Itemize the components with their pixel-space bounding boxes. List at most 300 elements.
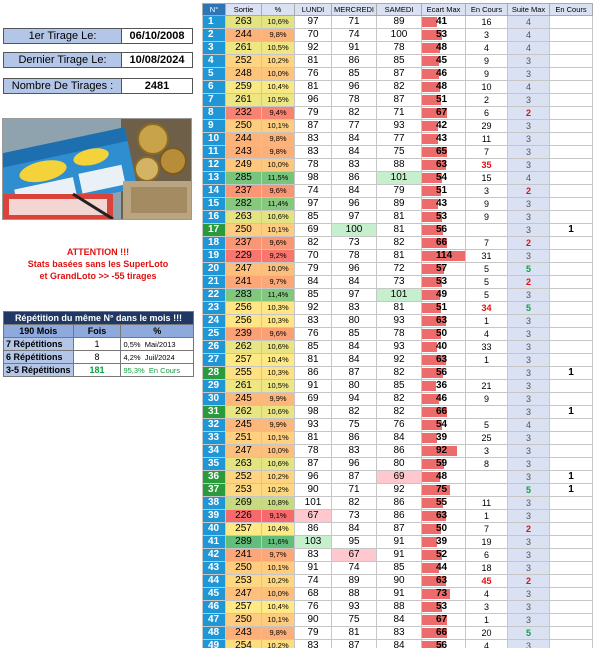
en-cours-cell: 1 (466, 315, 508, 328)
ecart-value: 51 (436, 185, 448, 196)
number-cell: 25 (203, 328, 226, 341)
lundi-cell: 83 (295, 549, 332, 562)
suite-max-cell: 5 (508, 627, 550, 640)
lundi-cell: 81 (295, 81, 332, 94)
en-cours-cell: 11 (466, 497, 508, 510)
lundi-cell: 86 (295, 367, 332, 380)
samedi-cell: 82 (377, 81, 422, 94)
draw-count-value: 2481 (122, 79, 192, 93)
samedi-cell: 87 (377, 523, 422, 536)
mercredi-cell: 73 (332, 510, 377, 523)
sortie-cell: 241 (226, 276, 262, 289)
lundi-cell: 92 (295, 302, 332, 315)
number-row (203, 627, 593, 640)
pct-cell: 9,9% (262, 393, 295, 406)
ecart-max-cell (422, 432, 466, 445)
mercredi-cell: 78 (332, 250, 377, 263)
en-cours-2-cell (550, 263, 593, 276)
lundi-cell: 90 (295, 614, 332, 627)
loto-tickets-image (3, 119, 192, 220)
number-cell: 11 (203, 146, 226, 159)
number-cell: 2 (203, 29, 226, 42)
number-cell: 43 (203, 562, 226, 575)
number-cell: 47 (203, 614, 226, 627)
number-row (203, 380, 593, 393)
ecart-value: 46 (436, 393, 448, 404)
number-cell: 34 (203, 445, 226, 458)
lundi-cell: 83 (295, 133, 332, 146)
ecart-value: 56 (436, 640, 448, 648)
mercredi-cell: 97 (332, 211, 377, 224)
en-cours-cell: 7 (466, 237, 508, 250)
number-row (203, 94, 593, 107)
sortie-cell: 255 (226, 367, 262, 380)
samedi-cell: 81 (377, 211, 422, 224)
suite-max-cell: 3 (508, 614, 550, 627)
suite-max-cell: 3 (508, 68, 550, 81)
draw-count-label: Nombre De Tirages : (4, 79, 122, 93)
pct-cell: 10,0% (262, 263, 295, 276)
suite-max-cell: 2 (508, 575, 550, 588)
en-cours-cell: 19 (466, 536, 508, 549)
lundi-cell: 70 (295, 29, 332, 42)
ecart-max-cell (422, 549, 466, 562)
lundi-cell: 103 (295, 536, 332, 549)
first-draw-label: 1er Tirage Le: (4, 29, 122, 43)
ecart-value: 63 (436, 354, 448, 365)
ecart-max-cell (422, 419, 466, 432)
mercredi-cell: 71 (332, 16, 377, 29)
lundi-cell: 83 (295, 640, 332, 648)
suite-max-cell: 4 (508, 29, 550, 42)
draw-count-box (3, 78, 193, 94)
samedi-cell: 88 (377, 601, 422, 614)
sortie-cell: 257 (226, 523, 262, 536)
suite-max-cell: 3 (508, 445, 550, 458)
suite-max-cell: 3 (508, 55, 550, 68)
mercredi-cell: 73 (332, 237, 377, 250)
mercredi-cell: 94 (332, 393, 377, 406)
ecart-value: 46 (436, 68, 448, 79)
repetition-note: En Cours (148, 365, 181, 375)
pct-cell: 9,6% (262, 185, 295, 198)
number-row (203, 107, 593, 120)
ecart-value: 48 (436, 471, 448, 482)
pct-cell: 10,1% (262, 614, 295, 627)
last-draw-box (3, 52, 193, 68)
suite-max-cell: 3 (508, 146, 550, 159)
col-header-ecart-max: Ecart Max (422, 4, 466, 16)
number-row (203, 120, 593, 133)
en-cours-2-cell (550, 211, 593, 224)
samedi-cell: 86 (377, 497, 422, 510)
mercredi-cell: 80 (332, 380, 377, 393)
pct-cell: 11,4% (262, 198, 295, 211)
suite-max-cell: 5 (508, 484, 550, 497)
samedi-cell: 85 (377, 562, 422, 575)
ecart-max-cell (422, 55, 466, 68)
pct-cell: 10,0% (262, 68, 295, 81)
suite-max-cell: 3 (508, 250, 550, 263)
samedi-cell: 79 (377, 185, 422, 198)
pct-cell: 10,2% (262, 640, 295, 648)
mercredi-cell: 86 (332, 55, 377, 68)
lundi-cell: 86 (295, 523, 332, 536)
samedi-cell: 89 (377, 198, 422, 211)
number-cell: 9 (203, 120, 226, 133)
ecart-max-cell (422, 562, 466, 575)
en-cours-cell: 1 (466, 614, 508, 627)
mercredi-cell: 88 (332, 588, 377, 601)
sortie-cell: 256 (226, 315, 262, 328)
en-cours-cell: 10 (466, 81, 508, 94)
sortie-cell: 263 (226, 16, 262, 29)
en-cours-2-cell (550, 432, 593, 445)
ecart-value: 54 (436, 172, 448, 183)
sortie-cell: 252 (226, 471, 262, 484)
repetition-title-row (4, 312, 194, 325)
lundi-cell: 83 (295, 315, 332, 328)
ecart-value: 67 (436, 107, 448, 118)
en-cours-cell: 9 (466, 55, 508, 68)
en-cours-cell: 3 (466, 29, 508, 42)
ecart-max-cell (422, 211, 466, 224)
mercredi-cell: 93 (332, 601, 377, 614)
ecart-value: 50 (436, 328, 448, 339)
mercredi-cell: 84 (332, 341, 377, 354)
sortie-cell: 259 (226, 81, 262, 94)
ecart-value: 56 (436, 224, 448, 235)
lundi-cell: 85 (295, 341, 332, 354)
mercredi-cell: 89 (332, 575, 377, 588)
sortie-cell: 256 (226, 302, 262, 315)
en-cours-2-cell: 1 (550, 224, 593, 237)
en-cours-2-cell (550, 276, 593, 289)
ecart-max-cell (422, 42, 466, 55)
ecart-max-cell (422, 640, 466, 648)
mercredi-cell: 86 (332, 172, 377, 185)
en-cours-cell: 5 (466, 419, 508, 432)
last-draw-label: Dernier Tirage Le: (4, 53, 122, 67)
number-cell: 5 (203, 68, 226, 81)
pct-cell: 10,0% (262, 159, 295, 172)
sortie-cell: 226 (226, 510, 262, 523)
en-cours-cell (466, 484, 508, 497)
en-cours-cell: 18 (466, 562, 508, 575)
number-row (203, 575, 593, 588)
mercredi-cell: 96 (332, 198, 377, 211)
samedi-cell: 92 (377, 484, 422, 497)
pct-cell: 9,1% (262, 510, 295, 523)
en-cours-cell: 9 (466, 68, 508, 81)
ecart-max-cell (422, 81, 466, 94)
sortie-cell: 239 (226, 328, 262, 341)
en-cours-2-cell (550, 380, 593, 393)
lundi-cell: 76 (295, 68, 332, 81)
ecart-value: 54 (436, 419, 448, 430)
en-cours-cell: 3 (466, 601, 508, 614)
ecart-value: 51 (436, 302, 448, 313)
suite-max-cell: 3 (508, 341, 550, 354)
number-row (203, 367, 593, 380)
pct-cell: 10,5% (262, 94, 295, 107)
number-cell: 49 (203, 640, 226, 648)
ecart-value: 66 (436, 406, 448, 417)
mercredi-cell: 84 (332, 354, 377, 367)
pct-cell: 10,4% (262, 354, 295, 367)
col-header-number: N° (203, 4, 226, 16)
en-cours-2-cell (550, 159, 593, 172)
number-cell: 18 (203, 237, 226, 250)
sortie-cell: 232 (226, 107, 262, 120)
samedi-cell: 82 (377, 367, 422, 380)
ecart-value: 92 (436, 445, 448, 456)
samedi-cell: 101 (377, 172, 422, 185)
sortie-cell: 261 (226, 380, 262, 393)
en-cours-cell: 34 (466, 302, 508, 315)
samedi-cell: 76 (377, 419, 422, 432)
ecart-value: 53 (436, 29, 448, 40)
attention-note (3, 246, 193, 282)
en-cours-cell: 7 (466, 523, 508, 536)
number-row (203, 523, 593, 536)
lundi-cell: 67 (295, 510, 332, 523)
repetition-pct-header: % (121, 325, 194, 338)
en-cours-2-cell: 1 (550, 471, 593, 484)
lundi-cell: 69 (295, 224, 332, 237)
ecart-value: 51 (436, 94, 448, 105)
sortie-cell: 252 (226, 55, 262, 68)
number-row (203, 484, 593, 497)
en-cours-cell: 8 (466, 458, 508, 471)
suite-max-cell: 5 (508, 263, 550, 276)
pct-cell: 10,0% (262, 588, 295, 601)
number-row (203, 276, 593, 289)
sortie-cell: 249 (226, 159, 262, 172)
col-header-sortie: Sortie (226, 4, 262, 16)
pct-cell: 10,6% (262, 341, 295, 354)
en-cours-2-cell (550, 341, 593, 354)
attention-title: ATTENTION !!! (66, 247, 130, 257)
lundi-cell: 96 (295, 94, 332, 107)
pct-cell: 10,4% (262, 601, 295, 614)
sortie-cell: 253 (226, 575, 262, 588)
sortie-cell: 244 (226, 133, 262, 146)
ecart-max-cell (422, 133, 466, 146)
pct-cell: 10,1% (262, 432, 295, 445)
number-cell: 46 (203, 601, 226, 614)
pct-cell: 10,6% (262, 16, 295, 29)
lundi-cell: 79 (295, 107, 332, 120)
pct-cell: 10,3% (262, 367, 295, 380)
lundi-cell: 69 (295, 393, 332, 406)
en-cours-2-cell: 1 (550, 406, 593, 419)
number-cell: 29 (203, 380, 226, 393)
sortie-cell: 250 (226, 224, 262, 237)
number-row (203, 42, 593, 55)
lundi-cell: 90 (295, 484, 332, 497)
pct-cell: 11,4% (262, 289, 295, 302)
ecart-max-cell (422, 107, 466, 120)
mercredi-cell: 82 (332, 107, 377, 120)
number-row (203, 289, 593, 302)
number-row (203, 406, 593, 419)
ecart-value: 39 (436, 432, 448, 443)
sortie-cell: 251 (226, 432, 262, 445)
lundi-cell: 93 (295, 419, 332, 432)
number-cell: 14 (203, 185, 226, 198)
ecart-value: 41 (436, 16, 448, 27)
suite-max-cell: 3 (508, 328, 550, 341)
ecart-max-cell (422, 302, 466, 315)
lundi-cell: 97 (295, 16, 332, 29)
number-cell: 8 (203, 107, 226, 120)
ecart-max-cell (422, 68, 466, 81)
pct-cell: 10,8% (262, 497, 295, 510)
pct-cell: 10,3% (262, 302, 295, 315)
lundi-cell: 81 (295, 354, 332, 367)
lundi-cell: 98 (295, 406, 332, 419)
mercredi-cell: 77 (332, 120, 377, 133)
mercredi-cell: 80 (332, 315, 377, 328)
sortie-cell: 245 (226, 393, 262, 406)
number-cell: 27 (203, 354, 226, 367)
en-cours-2-cell (550, 393, 593, 406)
mercredi-cell: 87 (332, 367, 377, 380)
lundi-cell: 91 (295, 380, 332, 393)
number-stats-table (202, 3, 593, 648)
en-cours-2-cell (550, 419, 593, 432)
en-cours-2-cell (550, 575, 593, 588)
mercredi-cell: 87 (332, 640, 377, 648)
en-cours-2-cell (550, 250, 593, 263)
suite-max-cell: 3 (508, 354, 550, 367)
suite-max-cell: 3 (508, 536, 550, 549)
first-draw-value: 06/10/2008 (122, 29, 192, 43)
lundi-cell: 87 (295, 458, 332, 471)
ecart-value: 52 (436, 549, 448, 560)
en-cours-cell: 15 (466, 172, 508, 185)
suite-max-cell: 2 (508, 276, 550, 289)
sortie-cell: 263 (226, 458, 262, 471)
sortie-cell: 250 (226, 562, 262, 575)
mercredi-cell: 74 (332, 29, 377, 42)
number-row (203, 549, 593, 562)
lundi-cell: 84 (295, 276, 332, 289)
number-row (203, 510, 593, 523)
suite-max-cell: 3 (508, 510, 550, 523)
samedi-cell: 75 (377, 146, 422, 159)
en-cours-cell: 4 (466, 640, 508, 648)
suite-max-cell: 4 (508, 172, 550, 185)
sortie-cell: 250 (226, 120, 262, 133)
ecart-max-cell (422, 445, 466, 458)
suite-max-cell: 2 (508, 185, 550, 198)
en-cours-cell: 1 (466, 510, 508, 523)
pct-cell: 9,6% (262, 237, 295, 250)
ecart-max-cell (422, 276, 466, 289)
number-row (203, 16, 593, 29)
sortie-cell: 254 (226, 640, 262, 648)
number-cell: 30 (203, 393, 226, 406)
ecart-max-cell (422, 497, 466, 510)
number-row (203, 146, 593, 159)
ecart-value: 48 (436, 42, 448, 53)
number-row (203, 315, 593, 328)
ecart-value: 67 (436, 614, 448, 625)
number-row (203, 328, 593, 341)
number-row (203, 614, 593, 627)
ecart-max-cell (422, 484, 466, 497)
suite-max-cell: 4 (508, 42, 550, 55)
suite-max-cell: 3 (508, 367, 550, 380)
sortie-cell: 237 (226, 237, 262, 250)
lundi-cell: 74 (295, 185, 332, 198)
pct-cell: 10,1% (262, 120, 295, 133)
number-cell: 24 (203, 315, 226, 328)
sortie-cell: 248 (226, 68, 262, 81)
ecart-max-cell (422, 614, 466, 627)
en-cours-2-cell (550, 237, 593, 250)
ecart-value: 53 (436, 276, 448, 287)
col-header-samedi: SAMEDI (377, 4, 422, 16)
header-row (203, 4, 593, 16)
en-cours-cell: 7 (466, 146, 508, 159)
suite-max-cell: 4 (508, 81, 550, 94)
lundi-cell: 85 (295, 211, 332, 224)
ecart-value: 63 (436, 159, 448, 170)
pct-cell: 9,9% (262, 419, 295, 432)
lundi-cell: 82 (295, 237, 332, 250)
pct-cell: 10,4% (262, 81, 295, 94)
number-row (203, 159, 593, 172)
repetition-row (4, 364, 194, 377)
en-cours-2-cell (550, 523, 593, 536)
sortie-cell: 247 (226, 588, 262, 601)
pct-cell: 10,6% (262, 458, 295, 471)
repetition-label: 3-5 Répétitions (4, 364, 74, 377)
samedi-cell: 88 (377, 159, 422, 172)
suite-max-cell: 3 (508, 406, 550, 419)
number-cell: 12 (203, 159, 226, 172)
ecart-max-cell (422, 315, 466, 328)
repetition-count: 181 (73, 364, 121, 377)
samedi-cell: 89 (377, 16, 422, 29)
number-cell: 35 (203, 458, 226, 471)
samedi-cell: 84 (377, 614, 422, 627)
sortie-cell: 243 (226, 627, 262, 640)
suite-max-cell: 5 (508, 302, 550, 315)
pct-cell: 11,5% (262, 172, 295, 185)
sortie-cell: 282 (226, 198, 262, 211)
sortie-cell: 257 (226, 601, 262, 614)
en-cours-2-cell: 1 (550, 484, 593, 497)
samedi-cell: 93 (377, 120, 422, 133)
mercredi-cell: 84 (332, 146, 377, 159)
en-cours-2-cell (550, 16, 593, 29)
samedi-cell: 93 (377, 315, 422, 328)
number-row (203, 640, 593, 648)
sortie-cell: 229 (226, 250, 262, 263)
number-row (203, 211, 593, 224)
ecart-max-cell (422, 198, 466, 211)
en-cours-2-cell (550, 94, 593, 107)
lundi-cell: 78 (295, 445, 332, 458)
lundi-cell: 83 (295, 146, 332, 159)
repetition-table (3, 311, 194, 377)
number-row (203, 497, 593, 510)
mercredi-cell: 67 (332, 549, 377, 562)
